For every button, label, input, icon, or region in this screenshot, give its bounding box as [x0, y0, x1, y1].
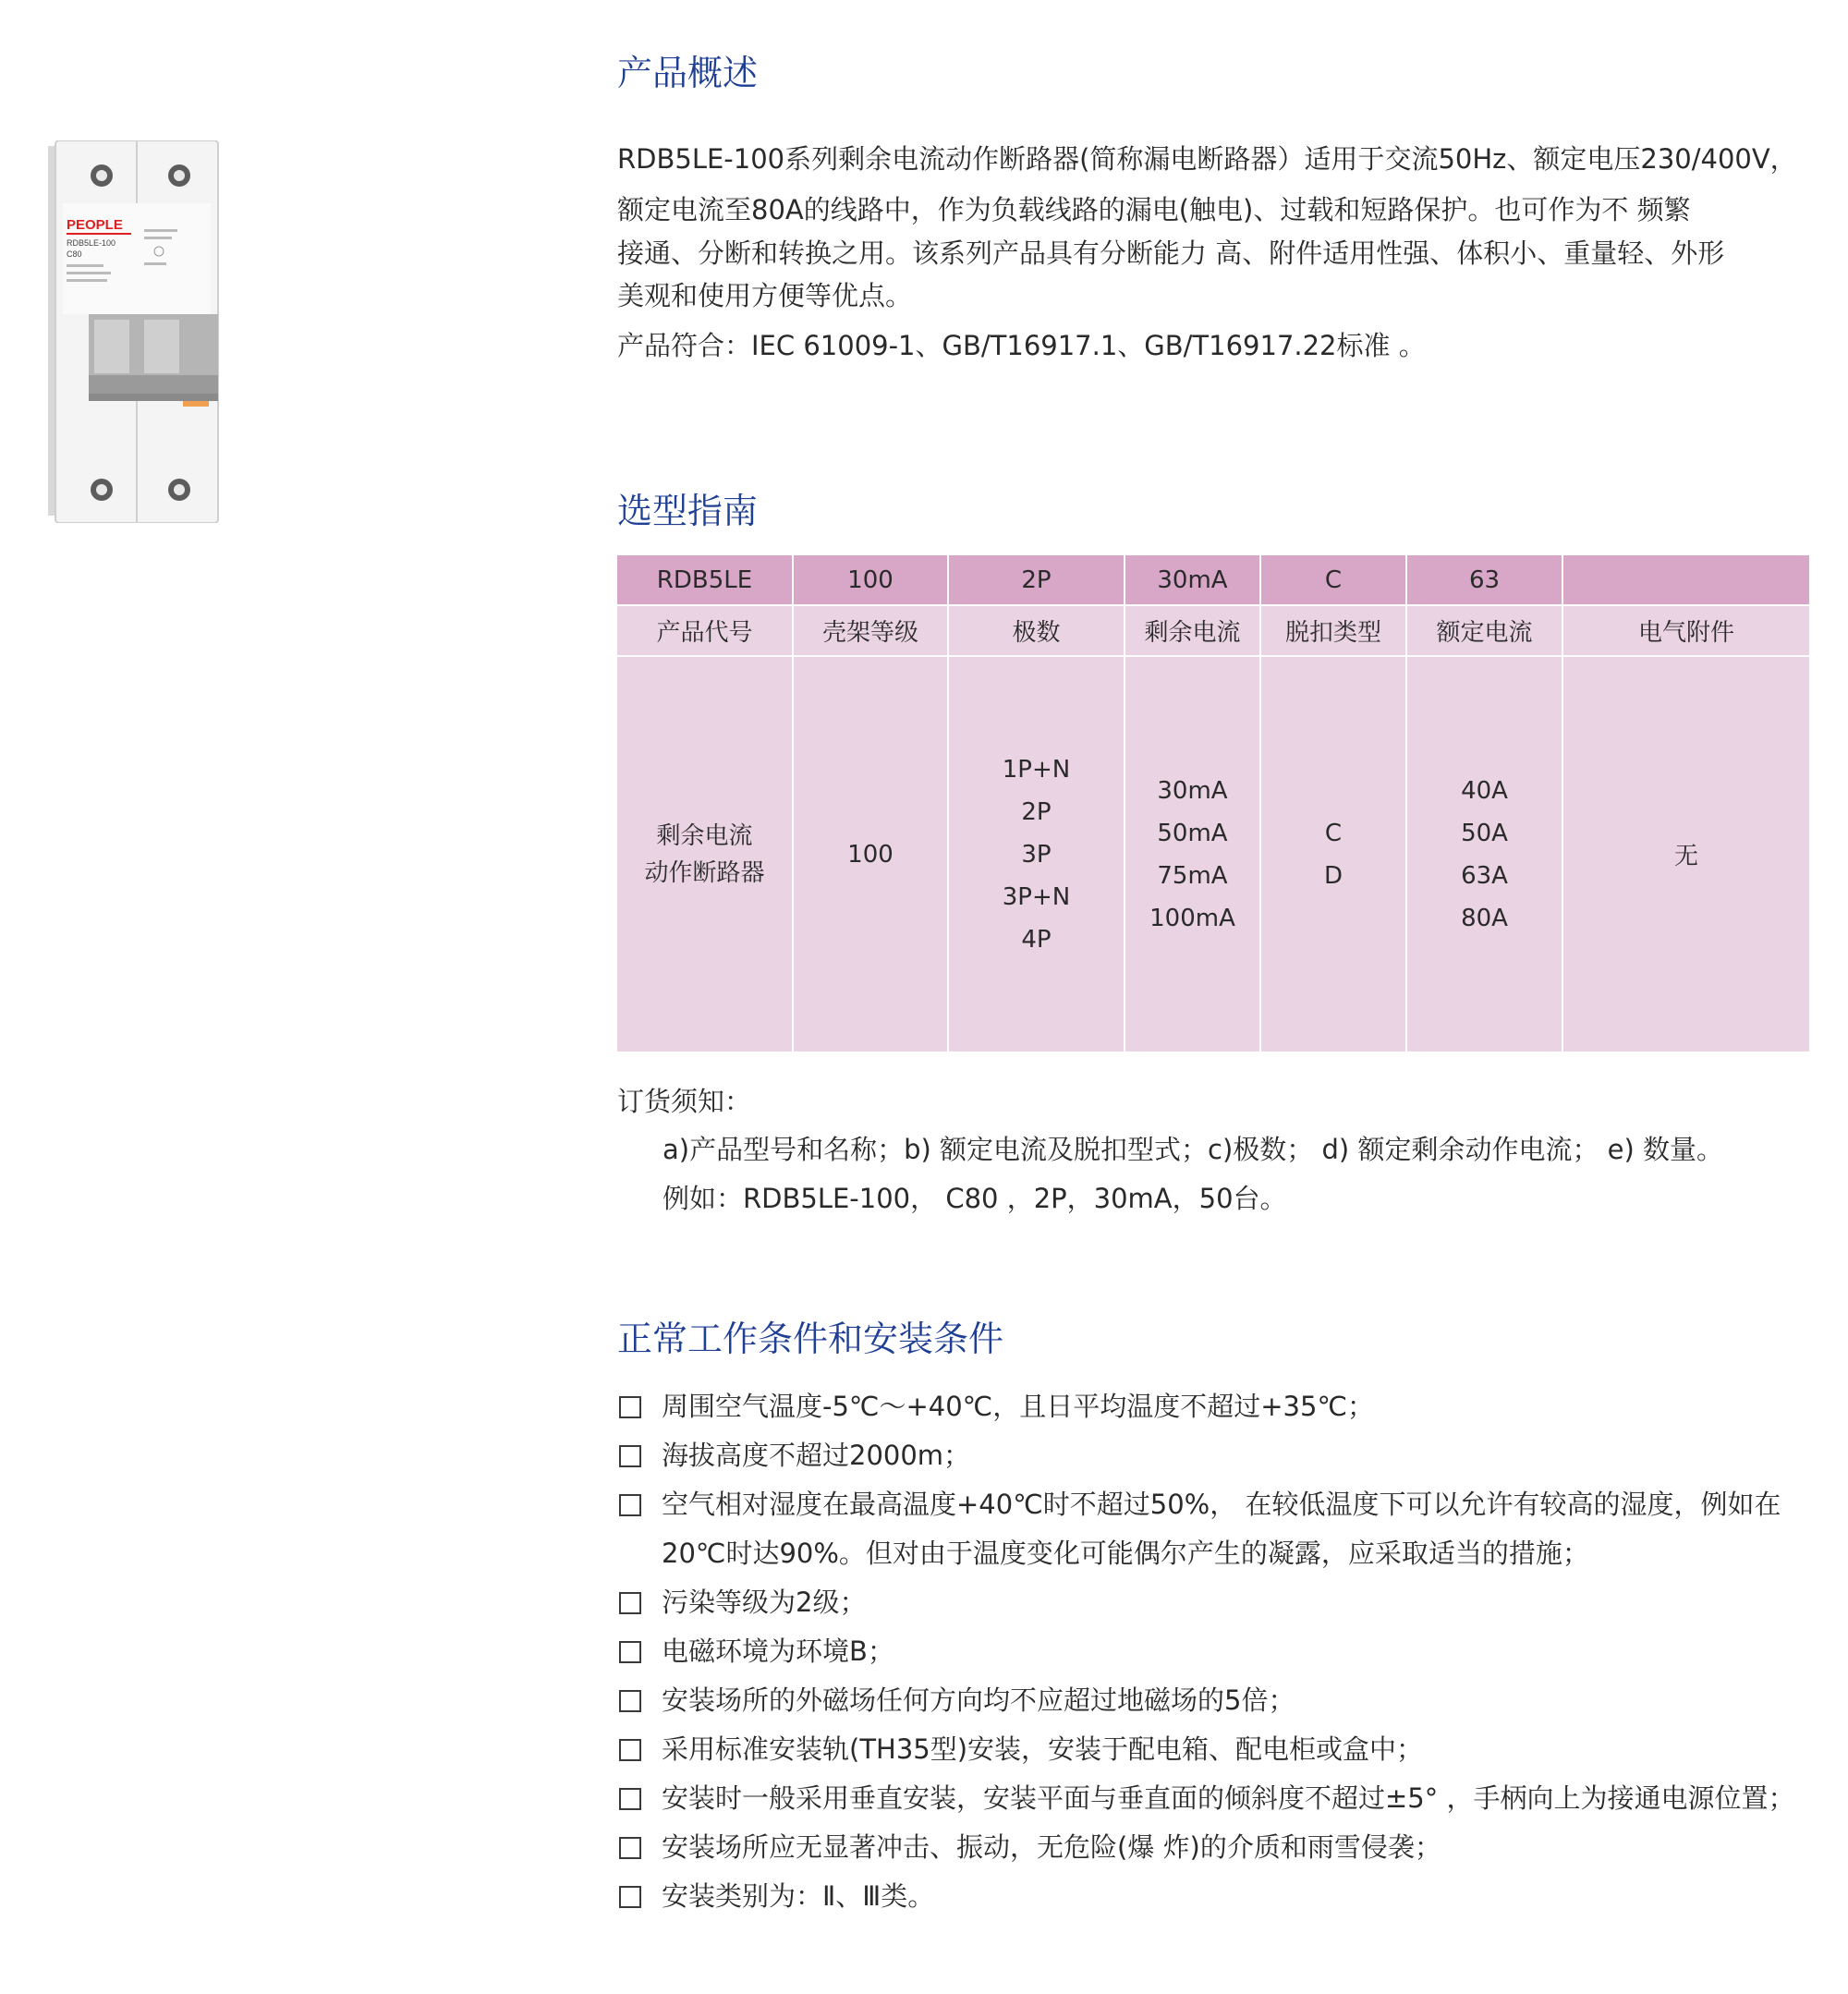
pole-option: 4P [1021, 925, 1052, 954]
brand-logo: PEOPLE [67, 217, 123, 233]
checkbox-icon [619, 1886, 641, 1908]
checkbox-icon [619, 1396, 641, 1418]
condition-text: 安装场所应无显著冲击、振动，无危险(爆 炸)的介质和雨雪侵袭； [662, 1831, 1441, 1863]
condition-item [617, 1382, 1818, 1431]
order-notes-title: 订货须知： [617, 1086, 752, 1117]
standards-line: 产品符合：IEC 61009-1、GB/T16917.1、GB/T16917.22标准 。 [617, 330, 1426, 361]
rated-option: 63A [1461, 861, 1508, 890]
column-header: 极数 [948, 605, 1125, 656]
condition-text: 安装时一般采用垂直安装，安装平面与垂直面的倾斜度不超过±5° ，手柄向上为接通电源位置； [662, 1782, 1795, 1814]
poles-cell [948, 656, 1125, 1052]
checkbox-icon [619, 1837, 641, 1859]
rated-current-cell [1406, 656, 1562, 1052]
checkbox-icon [619, 1690, 641, 1712]
rated-option: 40A [1461, 776, 1508, 805]
circuit-breaker-illustration [48, 140, 220, 523]
residual-option: 100mA [1149, 904, 1235, 932]
code-cell: 100 [793, 555, 948, 605]
model-code-row [617, 555, 1809, 605]
overview-line-2: 额定电流至80A的线路中，作为负载线路的漏电(触电)、过载和短路保护。也可作为不 频繁 [617, 194, 1691, 225]
order-notes-items: a)产品型号和名称；b) 额定电流及脱扣型式；c)极数； d) 额定剩余动作电流； e) 数量。 [663, 1134, 1724, 1165]
code-cell: 63 [1406, 555, 1562, 605]
condition-item [617, 1578, 1818, 1627]
product-name-cell [617, 656, 793, 1052]
conditions-list [617, 1382, 1818, 1921]
condition-text: 安装类别为：Ⅱ、Ⅲ类。 [662, 1880, 935, 1912]
condition-item [617, 1774, 1818, 1823]
order-example: 例如：RDB5LE-100， C80 ，2P，30mA，50台。 [663, 1183, 1287, 1214]
condition-text: 采用标准安装轨(TH35型)安装，安装于配电箱、配电柜或盒中； [662, 1733, 1424, 1765]
checkbox-icon [619, 1739, 641, 1761]
residual-current-cell [1125, 656, 1260, 1052]
condition-text: 电磁环境为环境B； [662, 1635, 894, 1667]
condition-item [617, 1480, 1818, 1578]
column-header: 额定电流 [1406, 605, 1562, 656]
overview-line-4: 美观和使用方便等优点。 [617, 280, 913, 311]
code-cell: RDB5LE [617, 555, 793, 605]
pole-option: 3P [1021, 840, 1052, 869]
code-cell: 30mA [1125, 555, 1260, 605]
residual-option: 30mA [1157, 776, 1228, 805]
product-image [48, 140, 220, 523]
condition-text: 空气相对湿度在最高温度+40℃时不超过50%， 在较低温度下可以允许有较高的湿度，例如在20℃时达90%。但对由于温度变化可能偶尔产生的凝露，应采取适当的措施； [662, 1489, 1781, 1569]
checkbox-icon [619, 1641, 641, 1663]
column-header: 壳架等级 [793, 605, 948, 656]
checkbox-icon [619, 1445, 641, 1467]
code-cell: 2P [948, 555, 1125, 605]
accessory-cell: 无 [1562, 656, 1809, 1052]
product-rating-label: C80 [67, 249, 82, 259]
table-header-row [617, 605, 1809, 656]
condition-item [617, 1872, 1818, 1921]
rated-option: 80A [1461, 904, 1508, 932]
pole-option: 1P+N [1002, 755, 1071, 784]
table-body-row [617, 656, 1809, 1052]
condition-item [617, 1725, 1818, 1774]
condition-text: 安装场所的外磁场任何方向均不应超过地磁场的5倍； [662, 1684, 1295, 1716]
condition-item [617, 1431, 1818, 1480]
selection-heading: 选型指南 [617, 491, 759, 531]
overview-line-1: RDB5LE-100系列剩余电流动作断路器(简称漏电断路器）适用于交流50Hz、额定电压230/400V， [617, 143, 1797, 175]
condition-text: 污染等级为2级； [662, 1587, 867, 1618]
trip-option: D [1323, 861, 1343, 890]
condition-item [617, 1627, 1818, 1676]
product-name-line: 动作断路器 [644, 858, 765, 887]
code-cell [1562, 555, 1809, 605]
column-header: 脱扣类型 [1260, 605, 1406, 656]
trip-option: C [1324, 819, 1343, 847]
overview-line-3: 接通、分断和转换之用。该系列产品具有分断能力 高、附件适用性强、体积小、重量轻、外形 [617, 237, 1725, 269]
condition-text: 海拔高度不超过2000m； [662, 1440, 971, 1471]
code-cell: C [1260, 555, 1406, 605]
product-model-label: RDB5LE-100 [67, 238, 116, 248]
condition-item [617, 1823, 1818, 1872]
trip-type-cell [1260, 656, 1406, 1052]
conditions-heading: 正常工作条件和安装条件 [617, 1319, 1004, 1359]
pole-option: 3P+N [1002, 882, 1071, 911]
checkbox-icon [619, 1494, 641, 1516]
frame-cell: 100 [793, 656, 948, 1052]
pole-option: 2P [1021, 797, 1052, 826]
rated-option: 50A [1461, 819, 1508, 847]
column-header: 剩余电流 [1125, 605, 1260, 656]
column-header: 电气附件 [1562, 605, 1809, 656]
condition-text: 周围空气温度-5℃～+40℃，且日平均温度不超过+35℃； [662, 1391, 1375, 1422]
residual-option: 50mA [1157, 819, 1228, 847]
residual-option: 75mA [1157, 861, 1228, 890]
overview-heading: 产品概述 [617, 53, 759, 93]
column-header: 产品代号 [617, 605, 793, 656]
condition-item [617, 1676, 1818, 1725]
checkbox-icon [619, 1592, 641, 1614]
checkbox-icon [619, 1788, 641, 1810]
selection-table [617, 555, 1809, 1053]
product-name-line: 剩余电流 [656, 821, 753, 850]
